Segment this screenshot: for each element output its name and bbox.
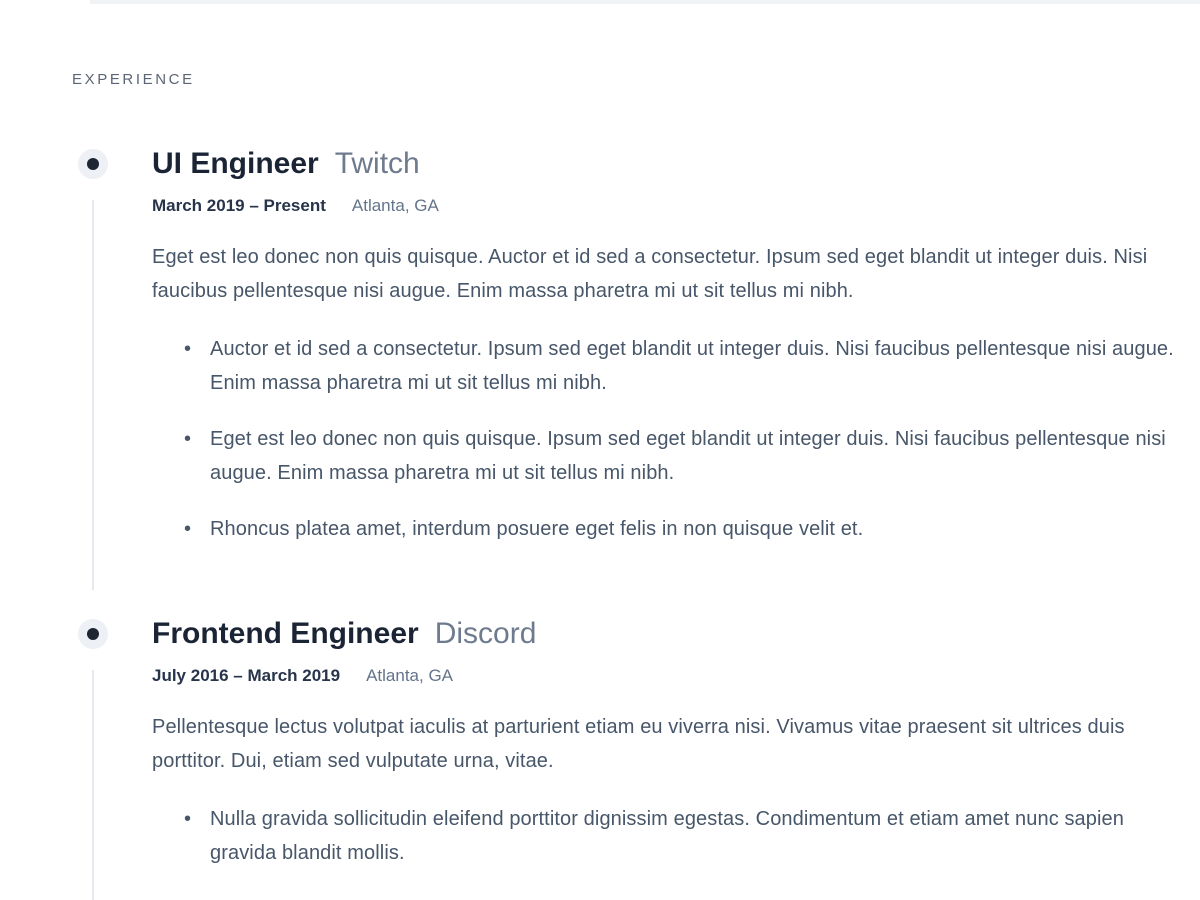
timeline-line (92, 200, 94, 590)
timeline-rail (72, 146, 152, 546)
experience-entries (72, 146, 1192, 870)
entry-body (152, 146, 1192, 546)
job-highlights-list (152, 802, 1192, 870)
date-range: March 2019 – Present (152, 196, 326, 215)
location: Atlanta, GA (366, 666, 454, 685)
company-name: Discord (434, 617, 537, 650)
entry-meta-row (152, 664, 1192, 688)
job-summary: Eget est leo donec non quis quisque. Auctor et id sed a consectetur. Ipsum sed eget blandit ut integer duis. Nisi faucibus pellentesque nisi augue. Enim massa pharetra mi ut sit tellus mi nibh. (152, 246, 1148, 302)
entry-body (152, 616, 1192, 870)
job-title: Frontend Engineer (152, 617, 419, 650)
top-divider (90, 0, 1200, 4)
job-title: UI Engineer (152, 147, 319, 180)
timeline-dot-icon (78, 149, 108, 179)
job-summary: Pellentesque lectus volutpat iaculis at parturient etiam eu viverra nisi. Vivamus vitae praesent sit ultrices duis porttitor. Dui, etiam sed vulputate urna, vitae. (152, 716, 1125, 772)
job-highlight-item: • Eget est leo donec non quis quisque. Ipsum sed eget blandit ut integer duis. Nisi faucibus pellentesque nisi augue. Enim massa pharetra mi ut sit tellus mi nibh. (184, 422, 1192, 490)
timeline-rail (72, 616, 152, 870)
company-name: Twitch (334, 147, 420, 180)
experience-entry (72, 616, 1192, 870)
timeline-dot-inner (87, 628, 99, 640)
job-highlight-item: • Nulla gravida sollicitudin eleifend porttitor dignissim egestas. Condimentum et etiam amet nunc sapien gravida blandit mollis. (184, 802, 1192, 870)
experience-entry (72, 146, 1192, 546)
timeline-line (92, 670, 94, 900)
timeline-dot-icon (78, 619, 108, 649)
job-highlights-list (152, 332, 1192, 546)
experience-section-label: EXPERIENCE (72, 71, 195, 88)
entry-meta-row (152, 194, 1192, 218)
job-highlight-item: • Rhoncus platea amet, interdum posuere eget felis in non quisque velit et. (184, 512, 1192, 546)
location: Atlanta, GA (351, 196, 439, 215)
date-range: July 2016 – March 2019 (152, 666, 341, 685)
job-highlight-item: • Auctor et id sed a consectetur. Ipsum sed eget blandit ut integer duis. Nisi faucibus pellentesque nisi augue. Enim massa pharetra mi ut sit tellus mi nibh. (184, 332, 1192, 400)
entry-title-row (152, 616, 1192, 652)
entry-title-row (152, 146, 1192, 182)
timeline-dot-inner (87, 158, 99, 170)
